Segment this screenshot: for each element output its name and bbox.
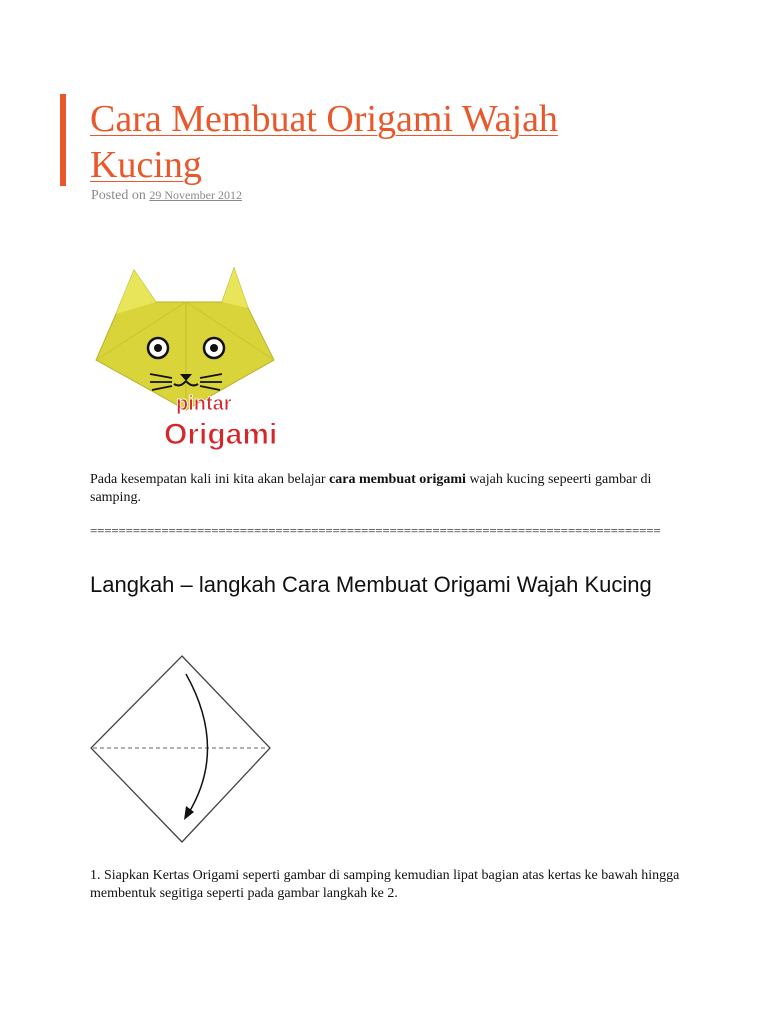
post-date-link[interactable]: 29 November 2012 bbox=[149, 188, 242, 202]
intro-text-start: Pada kesempatan kali ini kita akan belajar bbox=[90, 472, 330, 487]
title-accent-bar bbox=[60, 94, 66, 186]
pintar-origami-logo bbox=[164, 393, 277, 451]
intro-paragraph bbox=[90, 471, 690, 507]
step-1-text: 1. Siapkan Kertas Origami seperti gambar di samping kemudian lipat bagian atas kertas ke bawah hingga membentuk segitiga seperti pada gambar langkah ke 2. bbox=[90, 868, 680, 901]
post-title bbox=[90, 96, 650, 188]
post-title-link[interactable]: Cara Membuat Origami Wajah Kucing bbox=[90, 98, 558, 186]
intro-text-end: wajah kucing sepeerti gambar di samping. bbox=[90, 472, 652, 505]
steps-heading: Langkah – langkah Cara Membuat Origami Wajah Kucing bbox=[90, 572, 652, 597]
intro-bold-keyword: cara membuat origami bbox=[329, 472, 466, 487]
separator-line: ================================================================================ bbox=[90, 523, 661, 538]
origami-cat-image bbox=[88, 262, 284, 456]
svg-text:Origami: Origami bbox=[164, 418, 278, 451]
step-1-fold-diagram bbox=[88, 654, 274, 844]
posted-on-label: Posted on bbox=[91, 188, 146, 203]
svg-text:pintar: pintar bbox=[176, 393, 232, 415]
post-meta bbox=[91, 188, 242, 204]
